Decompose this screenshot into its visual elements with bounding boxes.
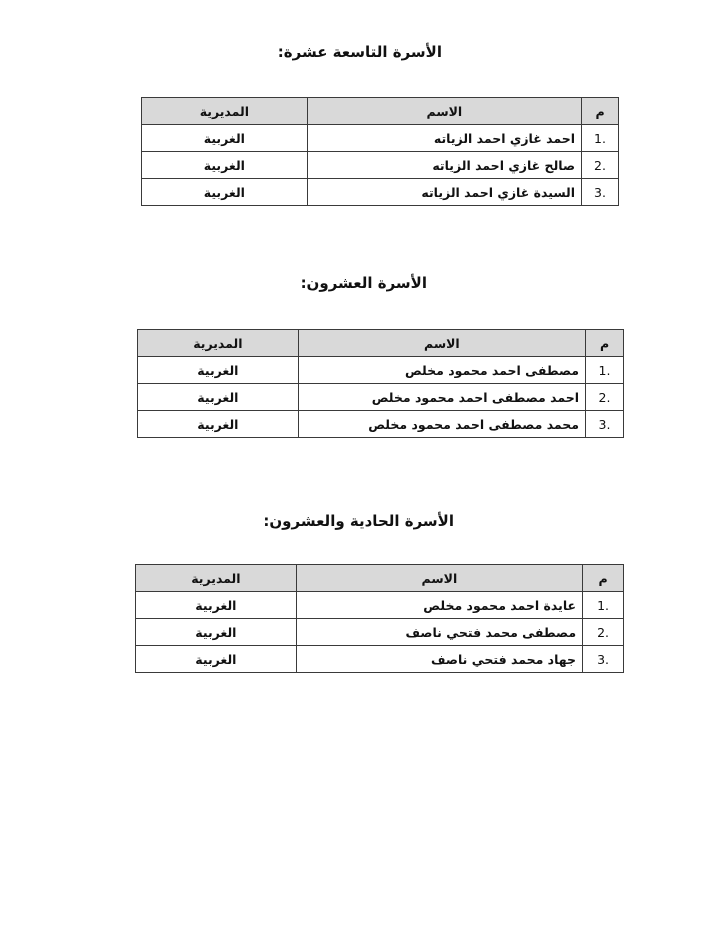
row-number: .3 xyxy=(583,646,624,673)
row-name: مصطفى احمد محمود مخلص xyxy=(298,357,585,384)
family-20-title: الأسرة العشرون: xyxy=(300,274,427,292)
row-number: .1 xyxy=(586,357,624,384)
row-name: احمد غازي احمد الزياته xyxy=(307,125,581,152)
header-directorate: المديرية xyxy=(136,565,297,592)
family-19-table xyxy=(141,97,619,206)
header-number: م xyxy=(586,330,624,357)
table-header-row xyxy=(138,330,624,357)
header-name: الاسم xyxy=(298,330,585,357)
family-19-title: الأسرة التاسعة عشرة: xyxy=(277,43,442,61)
header-directorate: المديرية xyxy=(142,98,308,125)
row-directorate: الغربية xyxy=(142,125,308,152)
row-name: محمد مصطفى احمد محمود مخلص xyxy=(298,411,585,438)
header-name: الاسم xyxy=(296,565,582,592)
table-row xyxy=(138,411,624,438)
header-directorate: المديرية xyxy=(138,330,299,357)
row-number: .2 xyxy=(586,384,624,411)
row-directorate: الغربية xyxy=(142,152,308,179)
family-21-table xyxy=(135,564,624,673)
table-row xyxy=(136,619,624,646)
row-directorate: الغربية xyxy=(142,179,308,206)
row-name: مصطفى محمد فتحي ناصف xyxy=(296,619,582,646)
table-row xyxy=(142,152,619,179)
header-name: الاسم xyxy=(307,98,581,125)
row-directorate: الغربية xyxy=(136,646,297,673)
row-name: احمد مصطفى احمد محمود مخلص xyxy=(298,384,585,411)
table-row xyxy=(142,125,619,152)
row-number: .1 xyxy=(583,592,624,619)
table-header-row xyxy=(136,565,624,592)
header-number: م xyxy=(583,565,624,592)
family-20-table xyxy=(137,329,624,438)
row-number: .3 xyxy=(586,411,624,438)
table-row xyxy=(136,646,624,673)
row-name: جهاد محمد فتحي ناصف xyxy=(296,646,582,673)
table-row xyxy=(138,384,624,411)
row-directorate: الغربية xyxy=(136,619,297,646)
row-name: السيدة غازي احمد الزياته xyxy=(307,179,581,206)
row-name: صالح غازي احمد الزياته xyxy=(307,152,581,179)
header-number: م xyxy=(582,98,619,125)
row-directorate: الغربية xyxy=(138,357,299,384)
table-row xyxy=(142,179,619,206)
table-header-row xyxy=(142,98,619,125)
family-21-title: الأسرة الحادية والعشرون: xyxy=(263,512,454,530)
row-directorate: الغربية xyxy=(138,411,299,438)
table-row xyxy=(136,592,624,619)
row-number: .2 xyxy=(582,152,619,179)
table-row xyxy=(138,357,624,384)
row-number: .1 xyxy=(582,125,619,152)
row-name: عايدة احمد محمود مخلص xyxy=(296,592,582,619)
row-directorate: الغربية xyxy=(136,592,297,619)
row-number: .3 xyxy=(582,179,619,206)
row-number: .2 xyxy=(583,619,624,646)
row-directorate: الغربية xyxy=(138,384,299,411)
